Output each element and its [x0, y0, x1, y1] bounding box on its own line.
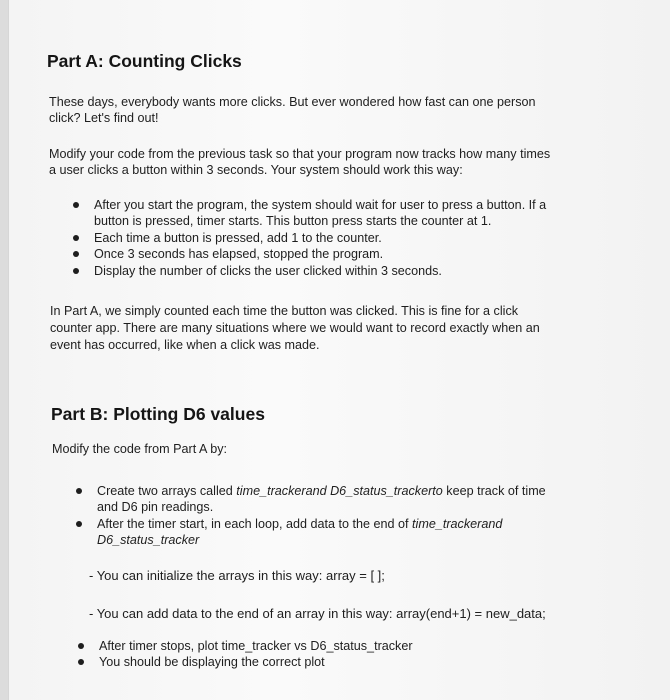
part-a-intro-line2: click? Let's find out! [49, 111, 159, 125]
part-a-closing-line2: counter app. There are many situations where we would want to record exactly when an [50, 321, 540, 335]
part-b-intro: Modify the code from Part A by: [52, 442, 227, 456]
bullet-dot-icon [76, 521, 82, 527]
bullet-dot-icon [73, 268, 79, 274]
bullet-dot-icon [78, 659, 84, 665]
part-b-note-initialize: - You can initialize the arrays in this way: array = [ ]; [89, 568, 385, 583]
list-item: Create two arrays called time_trackerand D6_status_trackerto keep track of time and D6 pin readings. [97, 483, 637, 516]
list-item: Display the number of clicks the user clicked within 3 seconds. [94, 263, 634, 279]
document-page [8, 0, 670, 700]
list-item: You should be displaying the correct plot [99, 654, 639, 670]
part-a-closing-line1: In Part A, we simply counted each time the button was clicked. This is fine for a click [50, 304, 519, 318]
list-item: Once 3 seconds has elapsed, stopped the program. [94, 246, 634, 262]
list-item: After you start the program, the system should wait for user to press a button. If a button is pressed, timer starts. This button press starts the counter at 1. [94, 197, 634, 230]
bullet-dot-icon [78, 643, 84, 649]
part-a-bullet-list [94, 197, 634, 279]
part-b-note-append: - You can add data to the end of an array in this way: array(end+1) = new_data; [89, 606, 546, 621]
list-item: After the timer start, in each loop, add data to the end of time_trackerand D6_status_tracker [97, 516, 637, 549]
part-b-bullet-list-2 [99, 638, 639, 671]
part-a-heading: Part A: Counting Clicks [47, 51, 242, 71]
part-a-modify-line1: Modify your code from the previous task so that your program now tracks how many times [49, 147, 551, 161]
bullet-dot-icon [73, 251, 79, 257]
bullet-dot-icon [73, 202, 79, 208]
bullet-dot-icon [73, 235, 79, 241]
list-item: Each time a button is pressed, add 1 to the counter. [94, 230, 634, 246]
part-a-closing-line3: event has occurred, like when a click was made. [50, 338, 320, 352]
part-b-heading: Part B: Plotting D6 values [51, 404, 265, 424]
part-b-bullet-list-1 [97, 483, 637, 549]
part-a-intro-line1: These days, everybody wants more clicks. But ever wondered how fast can one person [49, 95, 536, 109]
part-a-modify-line2: a user clicks a button within 3 seconds. Your system should work this way: [49, 163, 463, 177]
bullet-dot-icon [76, 488, 82, 494]
list-item: After timer stops, plot time_tracker vs D6_status_tracker [99, 638, 639, 654]
